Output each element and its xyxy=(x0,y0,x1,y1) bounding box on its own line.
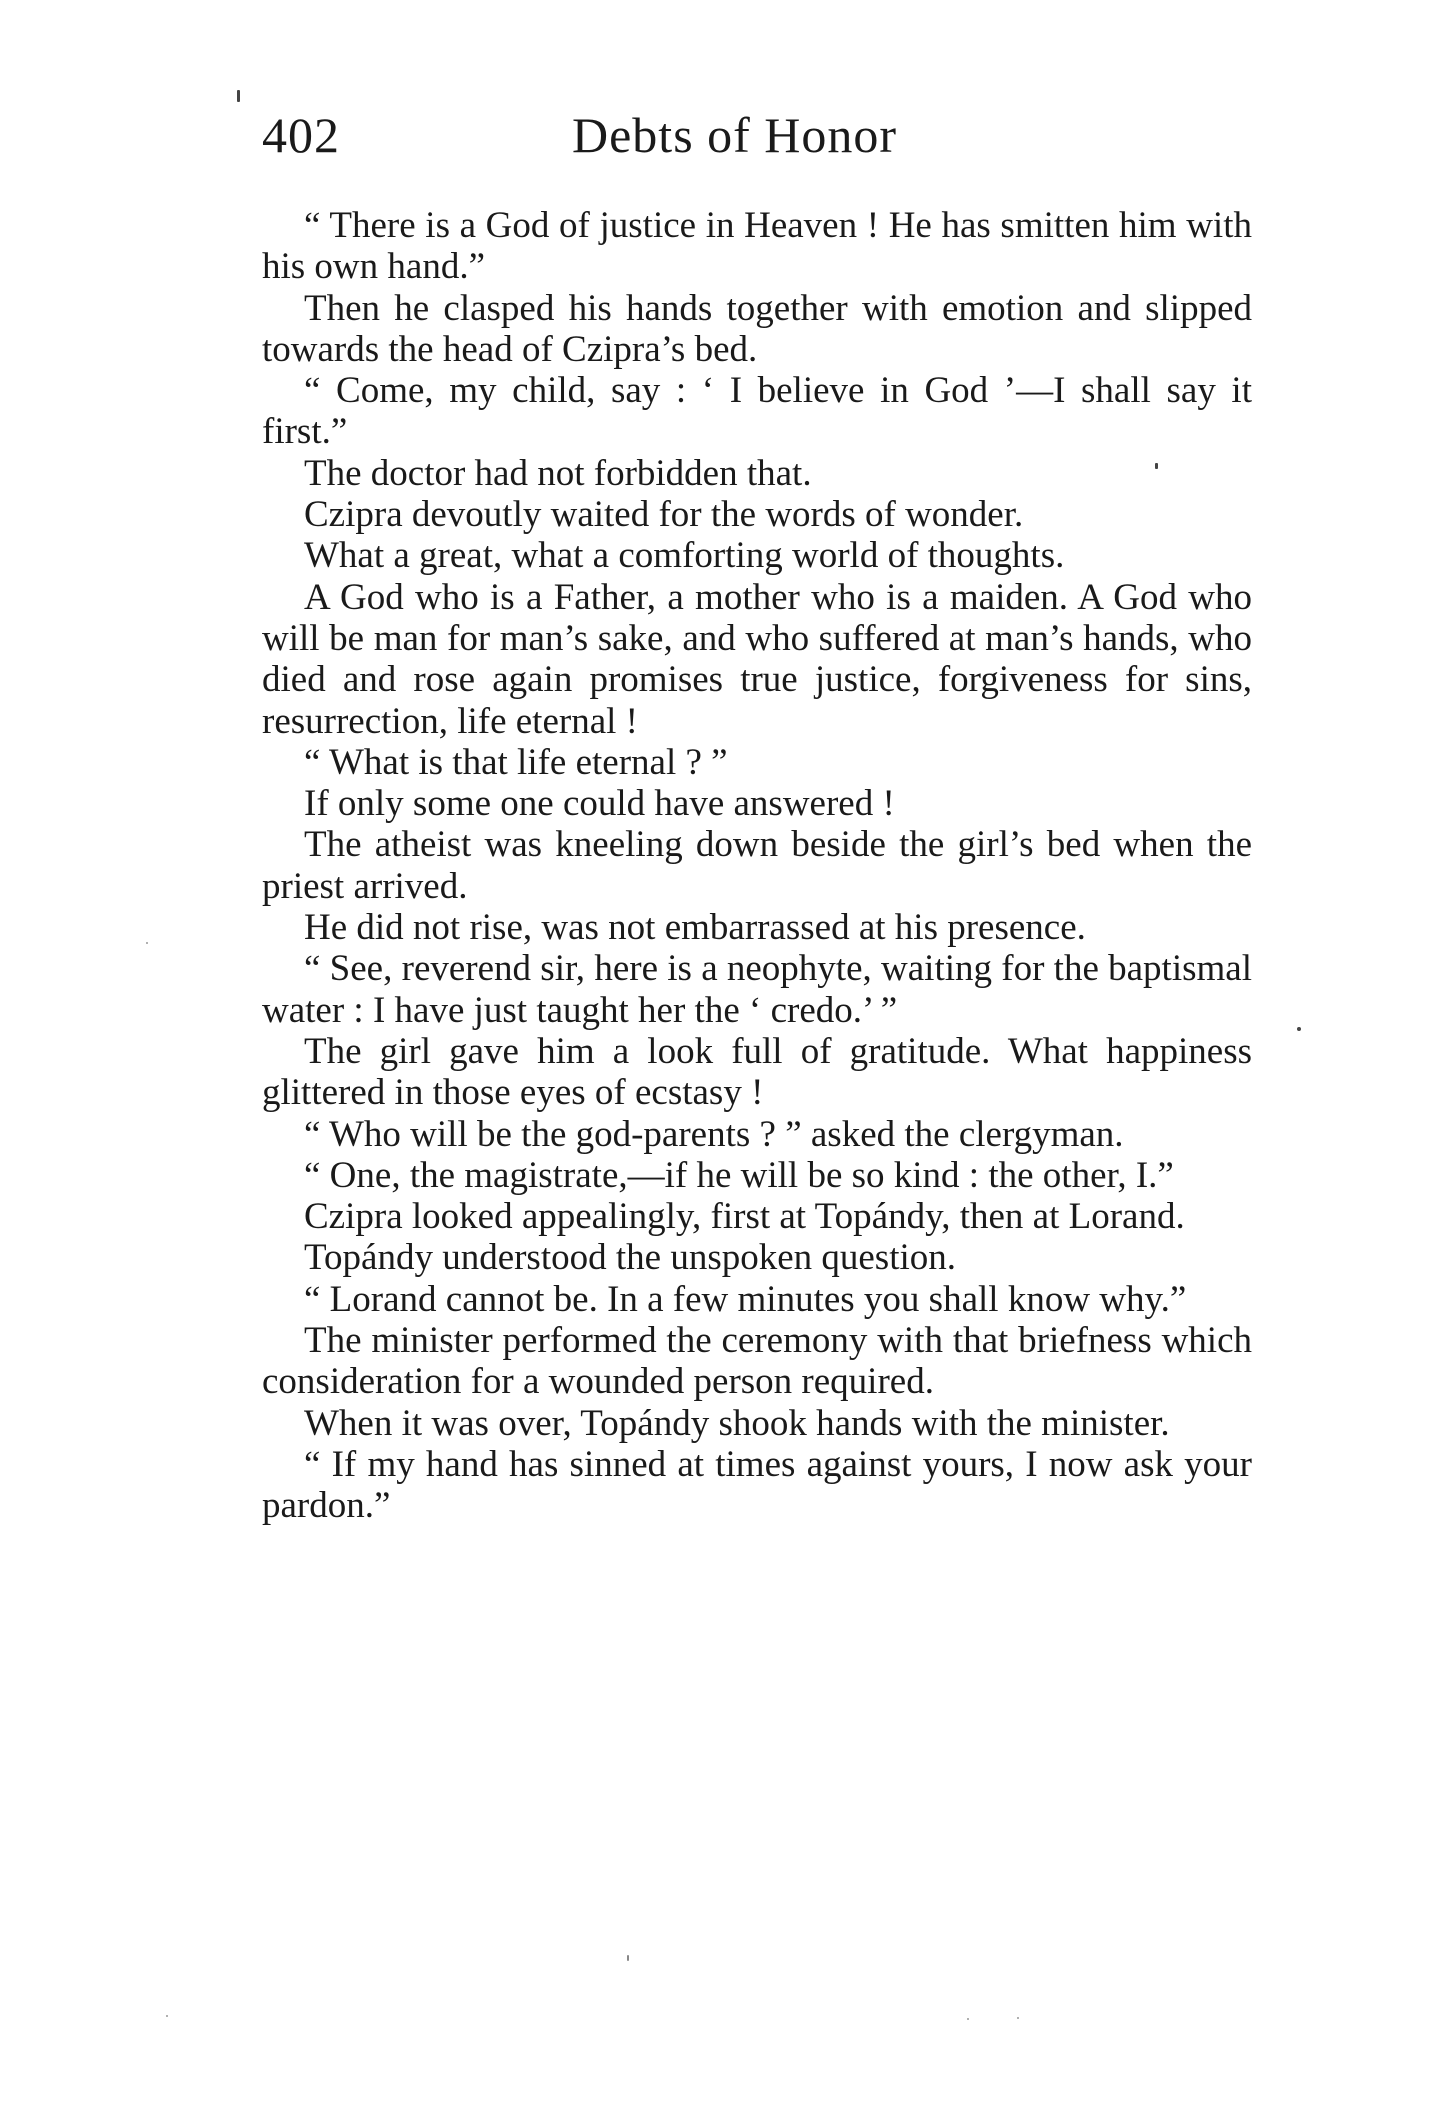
page-number: 402 xyxy=(262,107,340,163)
paragraph: “ What is that life eternal ? ” xyxy=(304,741,728,783)
running-title: Debts of Honor xyxy=(572,107,898,163)
paragraph: The girl gave him a look full of gratitude. What happiness glittered in those eyes of ecstasy ! xyxy=(262,1030,1252,1114)
paragraph: When it was over, Topándy shook hands with the minister. xyxy=(304,1402,1170,1444)
body-text xyxy=(262,205,1252,1527)
paragraph: Czipra looked appealingly, first at Topándy, then at Lorand. xyxy=(304,1196,1185,1238)
paragraph: “ Come, my child, say : ‘ I believe in God ’—I shall say it first.” xyxy=(262,370,1252,453)
scan-speck xyxy=(1017,2017,1019,2019)
paragraph: The doctor had not forbidden that. xyxy=(304,452,812,494)
paragraph: Czipra devoutly waited for the words of wonder. xyxy=(304,494,1024,536)
paragraph: He did not rise, was not embarrassed at his presence. xyxy=(304,907,1086,949)
scan-speck xyxy=(1297,1027,1301,1031)
paragraph: “ If my hand has sinned at times against yours, I now ask your pardon.” xyxy=(262,1443,1252,1527)
paragraph: Topándy understood the unspoken question. xyxy=(304,1237,957,1279)
scan-speck xyxy=(146,942,148,944)
paragraph: “ Lorand cannot be. In a few minutes you shall know why.” xyxy=(304,1278,1187,1320)
scan-speck xyxy=(1155,463,1158,469)
scan-speck xyxy=(166,2015,168,2017)
paragraph: “ One, the magistrate,—if he will be so kind : the other, I.” xyxy=(304,1154,1174,1196)
paragraph: “ Who will be the god-parents ? ” asked the clergyman. xyxy=(304,1113,1124,1155)
paragraph: “ See, reverend sir, here is a neophyte, waiting for the baptismal water : I have just taught her the ‘ credo.’ ” xyxy=(262,948,1252,1031)
page-header xyxy=(262,100,1262,170)
paragraph: What a great, what a comforting world of thoughts. xyxy=(304,535,1065,577)
paragraph: “ There is a God of justice in Heaven ! He has smitten him with his own hand.” xyxy=(262,205,1252,288)
paragraph: The atheist was kneeling down beside the girl’s bed when the priest arrived. xyxy=(262,824,1252,907)
paragraph: Then he clasped his hands together with emotion and slipped towards the head of Czipra’s bed. xyxy=(262,287,1252,370)
scan-speck xyxy=(967,2018,969,2020)
scan-speck xyxy=(237,90,240,102)
scan-speck xyxy=(627,1955,629,1961)
paragraph: A God who is a Father, a mother who is a maiden. A God who will be man for man’s sake, and who suffered at man’s hands, who died and rose again promises true justice, forgiveness for sins, resurrection, life eternal ! xyxy=(262,576,1252,742)
paragraph: The minister performed the ceremony with that briefness which consideration for a wounded person required. xyxy=(262,1320,1252,1403)
paragraph: If only some one could have answered ! xyxy=(304,783,895,825)
